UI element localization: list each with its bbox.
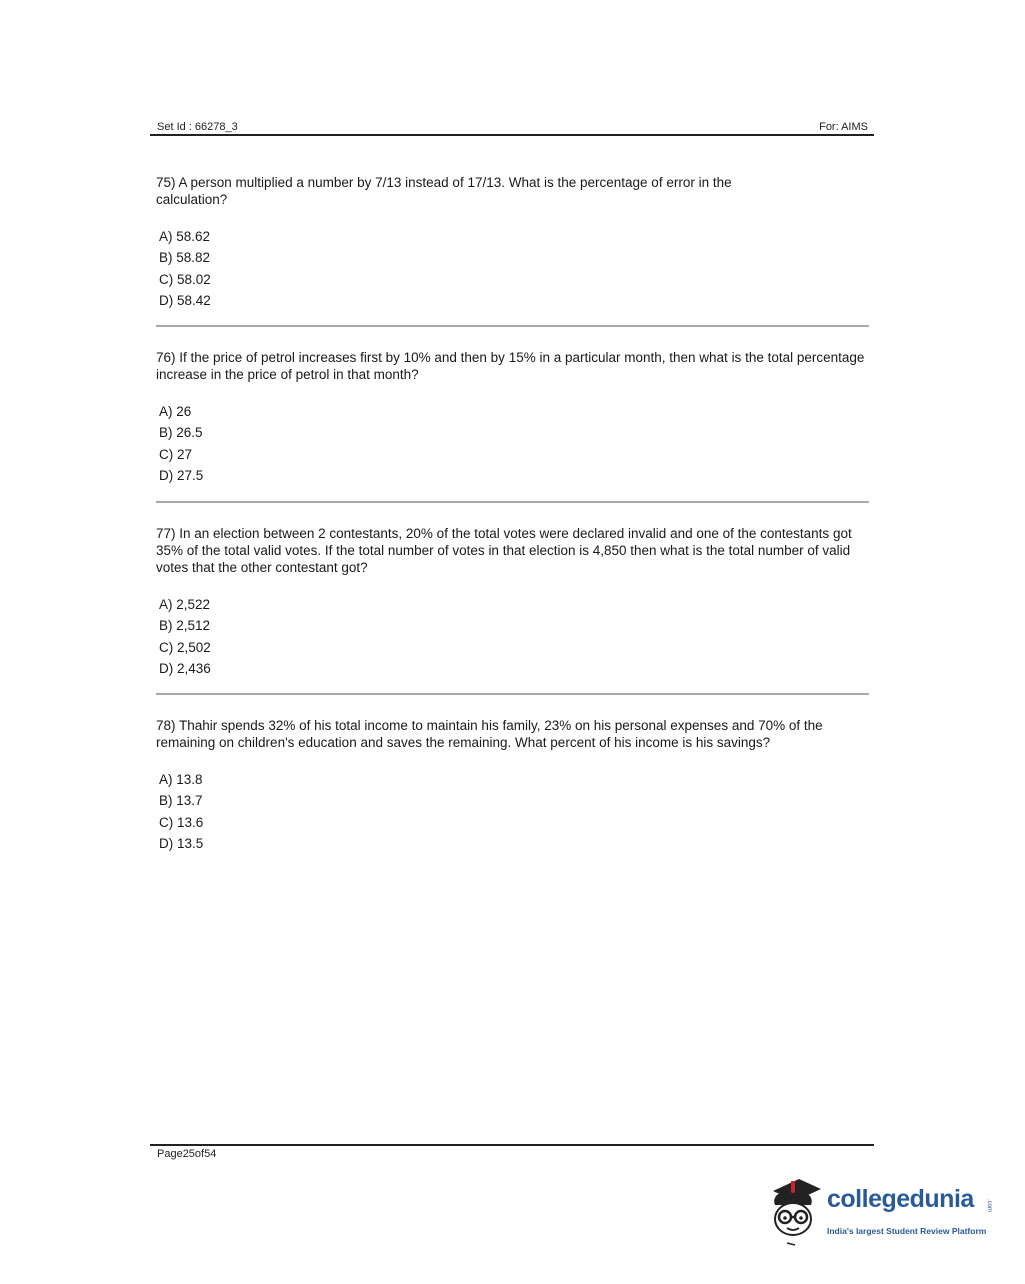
brand-suffix: .com xyxy=(986,1199,992,1213)
option-b: B) 58.82 xyxy=(159,250,211,266)
options-list xyxy=(159,594,872,679)
exam-label: For: AIMS xyxy=(819,121,868,133)
option-b: B) 26.5 xyxy=(159,425,203,441)
option-a: A) 2,522 xyxy=(159,597,211,612)
question-text: 78) Thahir spends 32% of his total income to maintain his family, 23% on his personal expenses and 70% of the remaining on children's education and saves the remaining. What percent of his income is his savings? xyxy=(156,718,823,750)
option-b: B) 13.7 xyxy=(159,793,203,809)
brand-name: collegedunia xyxy=(827,1185,974,1213)
option-d: D) 2,436 xyxy=(159,660,211,676)
question-77 xyxy=(156,525,872,679)
question-separator xyxy=(156,325,869,327)
collegedunia-logo xyxy=(765,1175,995,1255)
question-separator xyxy=(156,501,869,503)
option-b: B) 2,512 xyxy=(159,618,211,634)
options-list xyxy=(159,769,872,854)
options-list xyxy=(159,226,872,311)
mascot-icon xyxy=(765,1175,825,1247)
question-75 xyxy=(156,174,872,311)
question-76 xyxy=(156,349,872,486)
option-a: A) 26 xyxy=(159,404,192,419)
brand-tagline: India's largest Student Review Platform xyxy=(827,1226,987,1236)
option-d: D) 58.42 xyxy=(159,292,211,308)
option-a: A) 58.62 xyxy=(159,229,211,244)
option-c: C) 2,502 xyxy=(159,639,211,655)
option-c: C) 27 xyxy=(159,446,193,462)
option-d: D) 27.5 xyxy=(159,467,204,483)
option-c: C) 13.6 xyxy=(159,814,204,830)
question-separator xyxy=(156,693,869,695)
option-c: C) 58.02 xyxy=(159,271,211,287)
option-d: D) 13.5 xyxy=(159,835,204,851)
option-a: A) 13.8 xyxy=(159,772,203,787)
set-id: Set Id : 66278_3 xyxy=(157,121,238,133)
options-list xyxy=(159,401,872,486)
question-78 xyxy=(156,717,872,854)
question-text: 77) In an election between 2 contestants, 20% of the total votes were declared invalid and one of the contestants got 35% of the total valid votes. If the total number of votes in that election is 4,850 then what is the total number of valid votes that the other contestant got? xyxy=(156,526,852,575)
footer-rule xyxy=(150,1144,874,1146)
page-number: Page25of54 xyxy=(157,1148,217,1160)
question-text: 76) If the price of petrol increases first by 10% and then by 15% in a particular month, then what is the total percentage increase in the price of petrol in that month? xyxy=(156,350,865,382)
question-text: 75) A person multiplied a number by 7/13 instead of 17/13. What is the percentage of error in the calculation? xyxy=(156,175,732,207)
header-rule xyxy=(150,134,874,136)
